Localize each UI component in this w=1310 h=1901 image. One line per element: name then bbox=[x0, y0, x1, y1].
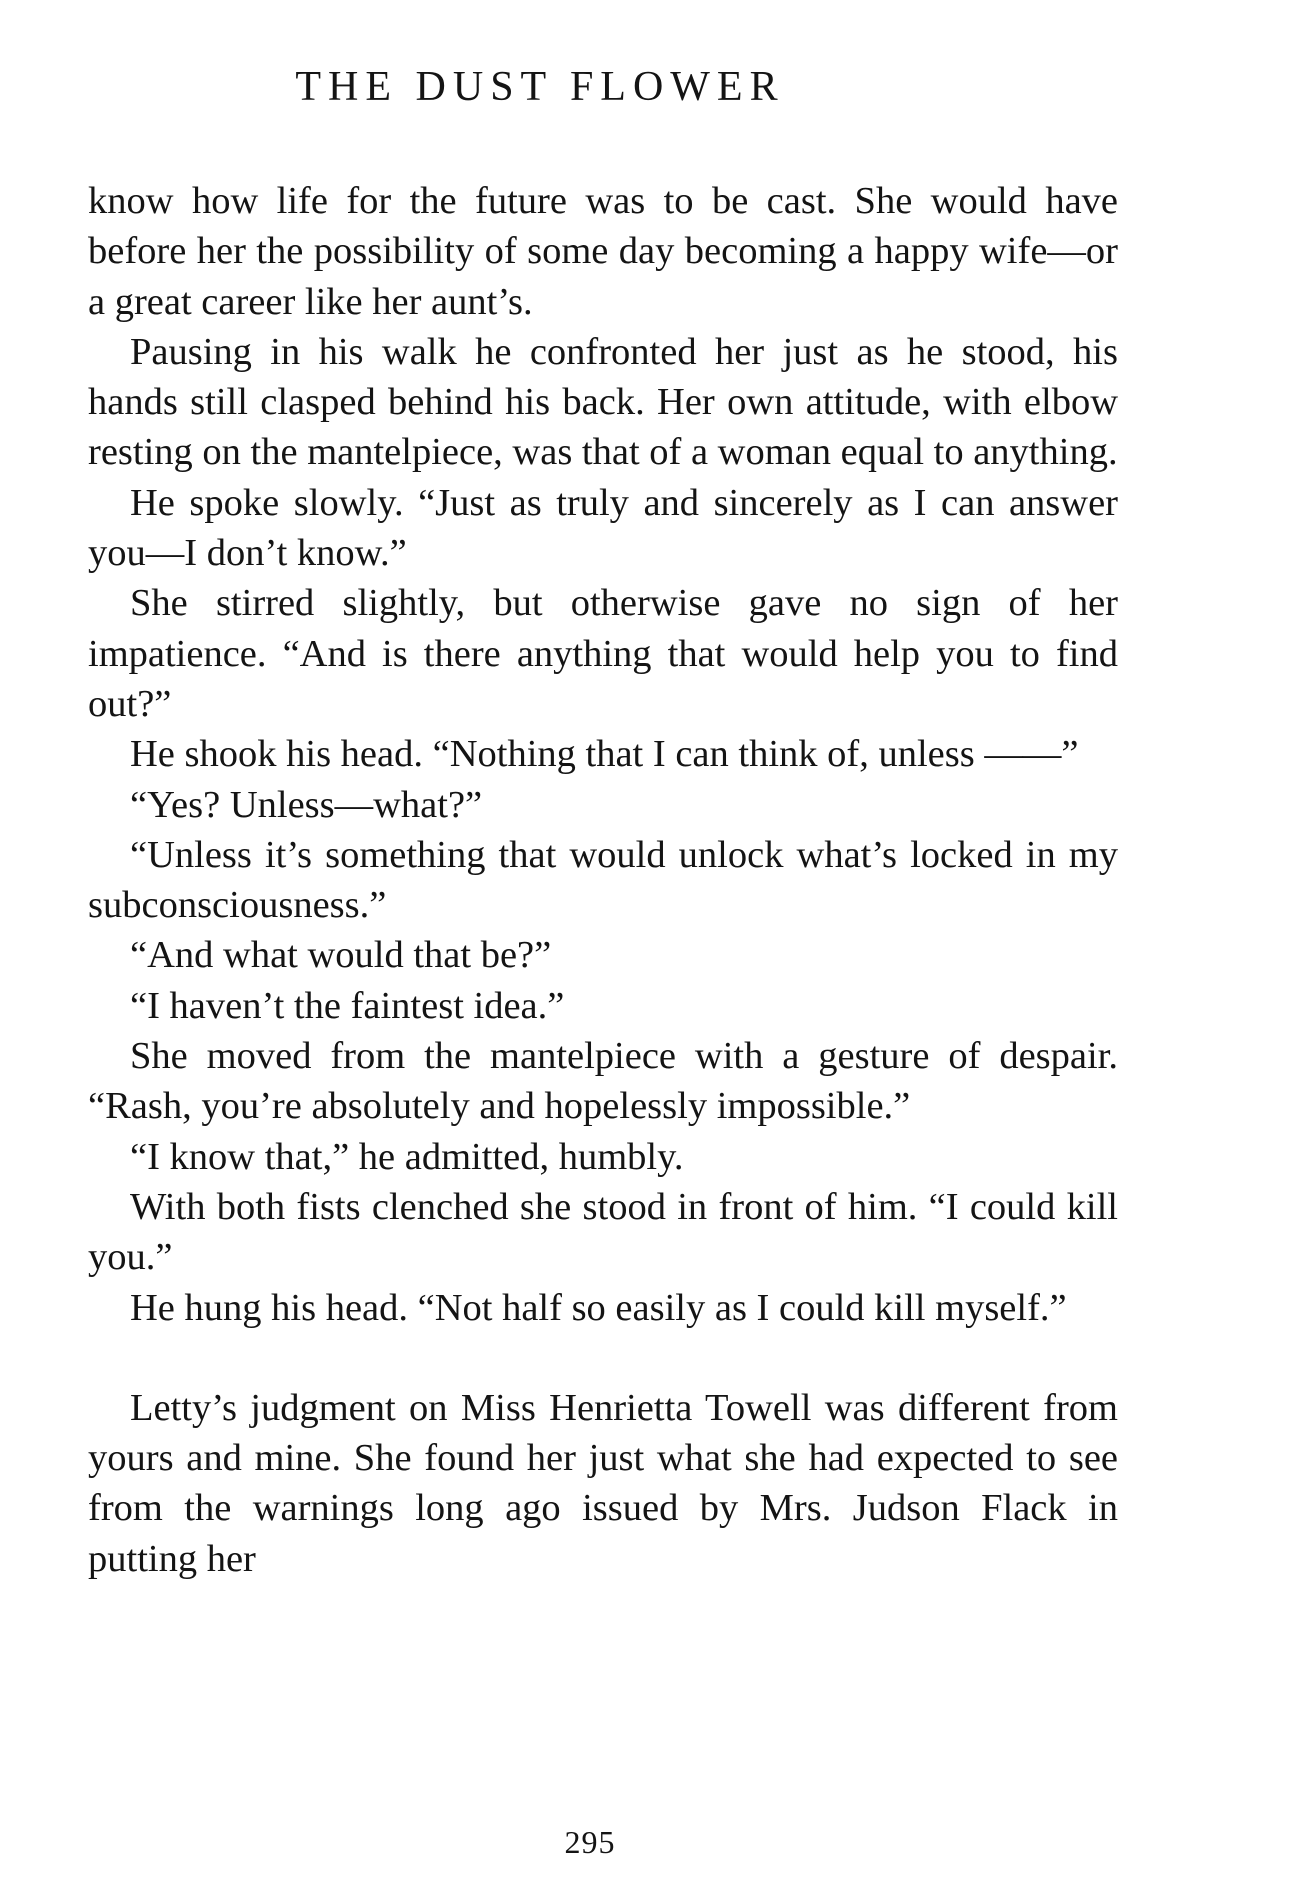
section-break bbox=[88, 1333, 1118, 1383]
paragraph-11: “I know that,” he admitted, humbly. bbox=[130, 1135, 684, 1178]
paragraph-4: She stirred slightly, but otherwise gave no sign of her impatience. “And is there anything that would help you to find out?” bbox=[88, 582, 1118, 725]
paragraph-13: He hung his head. “Not half so easily as I could kill myself.” bbox=[130, 1286, 1067, 1329]
paragraph-10: She moved from the mantelpiece with a gesture of despair. “Rash, you’re absolutely and hopelessly impossible.” bbox=[88, 1035, 1118, 1128]
running-head-title: THE DUST FLOWER bbox=[295, 64, 785, 110]
paragraph-2: Pausing in his walk he confronted her just as he stood, his hands still clasped behind his back. Her own attitude, with elbow resting on the mantelpiece, was that of a woman equal to anything. bbox=[88, 330, 1118, 474]
paragraph-12: With both fists clenched she stood in front of him. “I could kill you.” bbox=[88, 1185, 1118, 1279]
paragraph-8: “And what would that be?” bbox=[130, 934, 552, 977]
paragraph-3: He spoke slowly. “Just as truly and sincerely as I can answer you—I don’t know.” bbox=[88, 481, 1118, 575]
paragraph-7: “Unless it’s something that would unlock what’s locked in my subconsciousness.” bbox=[88, 833, 1118, 927]
paragraph-9: “I haven’t the faintest idea.” bbox=[130, 984, 565, 1027]
paragraph-1: know how life for the future was to be cast. She would have before her the possibility of some day becoming a happy wife—or a great career like her aunt’s. bbox=[88, 180, 1118, 323]
body-text bbox=[88, 176, 1118, 1584]
paragraph-6: “Yes? Unless—what?” bbox=[130, 783, 483, 826]
page-number: 295 bbox=[564, 1824, 616, 1860]
paragraph-5: He shook his head. “Nothing that I can think of, unless ——” bbox=[130, 733, 1079, 776]
paragraph-14: Letty’s judgment on Miss Henrietta Towell was different from yours and mine. She found her just what she had expected to see from the warnings long ago issued by Mrs. Judson Flack in putting her bbox=[88, 1386, 1118, 1580]
